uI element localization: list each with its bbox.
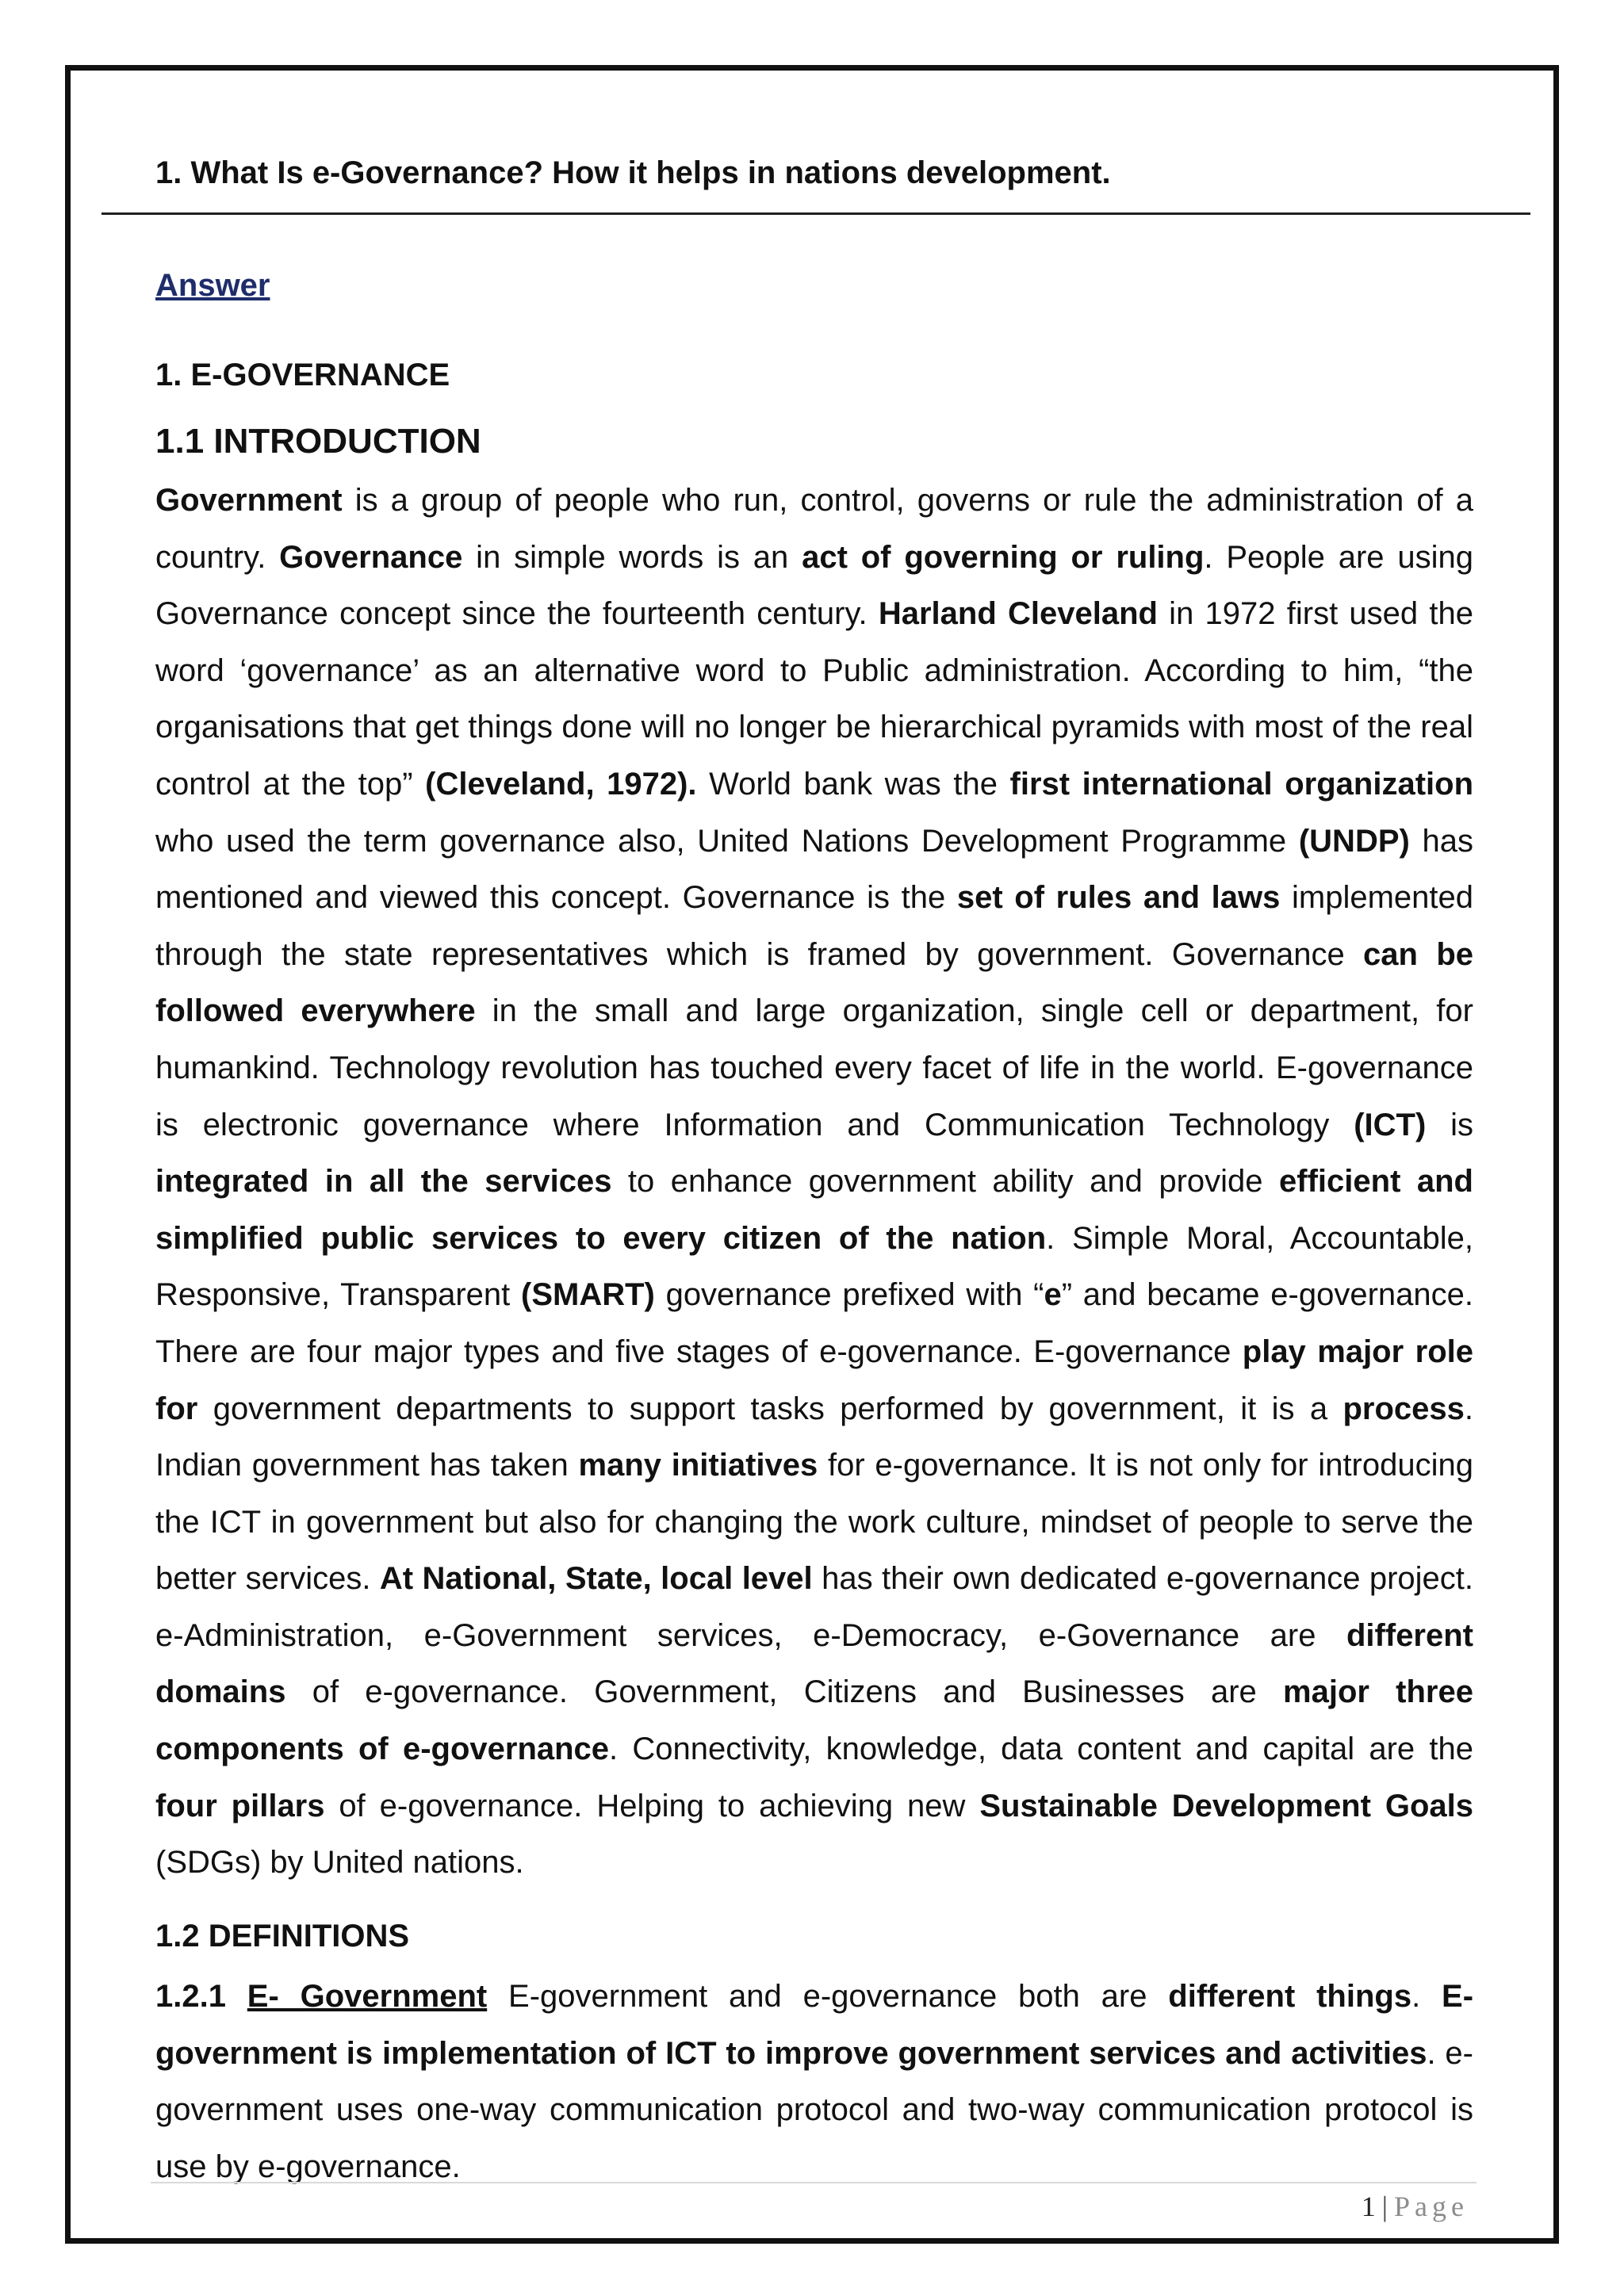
text-run: of e-governance. Helping to achieving new — [324, 1788, 980, 1823]
bold-text: E-government is implementation of ICT to improve government services and activities — [155, 1979, 1474, 2071]
bold-text: 1.2.1 — [155, 1979, 247, 2014]
bold-text: can be followed everywhere — [155, 936, 1473, 1029]
text-run: . e-government uses one-way communication protocol and two-way communication protocol is use by e-governance. — [155, 2035, 1473, 2184]
text-run: is — [1426, 1107, 1473, 1142]
page-number: 1 — [1361, 2191, 1376, 2222]
bold-text: four pillars — [155, 1788, 325, 1823]
bold-text: first international organization — [1009, 766, 1473, 802]
bold-text: different things — [1168, 1979, 1412, 2014]
text-run: of e-governance. Government, Citizens and Businesses are — [285, 1674, 1284, 1710]
bold-text: act of governing or ruling — [802, 539, 1205, 575]
bold-text: Government — [155, 483, 343, 518]
text-run: in simple words is an — [462, 539, 802, 575]
text-run: . People are using Governance concept since the fourteenth century. — [155, 539, 1473, 632]
bold-text: process — [1342, 1391, 1465, 1426]
underlined-term: E- Government — [247, 1979, 488, 2014]
question-heading: 1. What Is e-Governance? How it helps in nations development. — [155, 155, 1111, 190]
text-run: E-government and e-governance both are — [487, 1979, 1169, 2014]
text-run: (SDGs) by United nations. — [155, 1845, 524, 1881]
bold-text: play major role for — [155, 1334, 1473, 1426]
page-label: Page — [1394, 2191, 1469, 2222]
answer-label: Answer — [155, 268, 270, 303]
text-run: . Connectivity, knowledge, data content and capital are the — [609, 1732, 1473, 1767]
text-run: has their own dedicated e-governance project. e-Administration, e-Government services, e-Democracy, e-Governance are — [155, 1561, 1474, 1653]
bold-text: (UNDP) — [1298, 823, 1410, 859]
text-run: . Indian government has taken — [155, 1391, 1473, 1483]
text-run: ” and became e-governance. There are four major types and five stages of e-governance. E-governance — [155, 1277, 1473, 1369]
bold-text: (ICT) — [1354, 1107, 1427, 1142]
text-run: in the small and large organization, single cell or department, for humankind. Technology revolution has touched every facet of life in the world. E-governance is electronic governance where Information and Communication Technology — [155, 993, 1473, 1142]
bold-text: (SMART) — [521, 1277, 655, 1313]
text-run: in 1972 first used the word ‘governance’ as an alternative word to Public administration. According to him, “the organisations that get things done will no longer be hierarchical pyramids with most of the real control at the top” — [155, 596, 1473, 802]
text-run: who used the term governance also, United Nations Development Programme — [155, 823, 1299, 859]
footer-divider — [151, 2182, 1477, 2183]
intro-heading: 1.1 INTRODUCTION — [155, 422, 481, 461]
text-run: World bank was the — [696, 766, 1010, 802]
section-heading: 1. E-GOVERNANCE — [155, 358, 450, 392]
text-run: to enhance government ability and provide — [611, 1164, 1280, 1200]
bold-text: (Cleveland, 1972). — [425, 766, 697, 802]
bold-text: At National, State, local level — [379, 1561, 813, 1597]
bold-text: many initiatives — [578, 1448, 818, 1483]
bold-text: integrated in all the services — [155, 1164, 612, 1200]
bold-text: Sustainable Development Goals — [979, 1788, 1473, 1823]
bold-text: Governance — [279, 539, 463, 575]
bold-text: efficient and simplified public services to every citizen of the nation — [155, 1164, 1473, 1256]
text-run: . — [1411, 1979, 1442, 2014]
definition-paragraph — [155, 1969, 1473, 2195]
bold-text: e — [1044, 1277, 1062, 1313]
text-run: government departments to support tasks performed by government, it is a — [197, 1391, 1343, 1426]
page-footer — [1362, 2190, 1469, 2223]
text-run: implemented through the state representatives which is framed by government. Governance — [155, 880, 1473, 972]
bold-text: Harland Cleveland — [878, 596, 1158, 632]
text-run: for e-governance. It is not only for introducing the ICT in government but also for changing the work culture, mindset of people to serve the better services. — [155, 1448, 1473, 1597]
intro-paragraph — [155, 473, 1473, 1892]
bold-text: major three components of e-governance — [155, 1674, 1473, 1767]
footer-separator: | — [1381, 2191, 1388, 2222]
text-run: governance prefixed with “ — [654, 1277, 1044, 1313]
text-run: is a group of people who run, control, governs or rule the administration of a country. — [155, 483, 1473, 575]
text-run: . Simple Moral, Accountable, Responsive, Transparent — [155, 1220, 1474, 1313]
bold-text: set of rules and laws — [956, 880, 1281, 916]
text-run: has mentioned and viewed this concept. Governance is the — [155, 823, 1473, 916]
heading-divider — [102, 212, 1530, 215]
definitions-heading: 1.2 DEFINITIONS — [155, 1919, 410, 1954]
bold-text: different domains — [155, 1617, 1473, 1710]
